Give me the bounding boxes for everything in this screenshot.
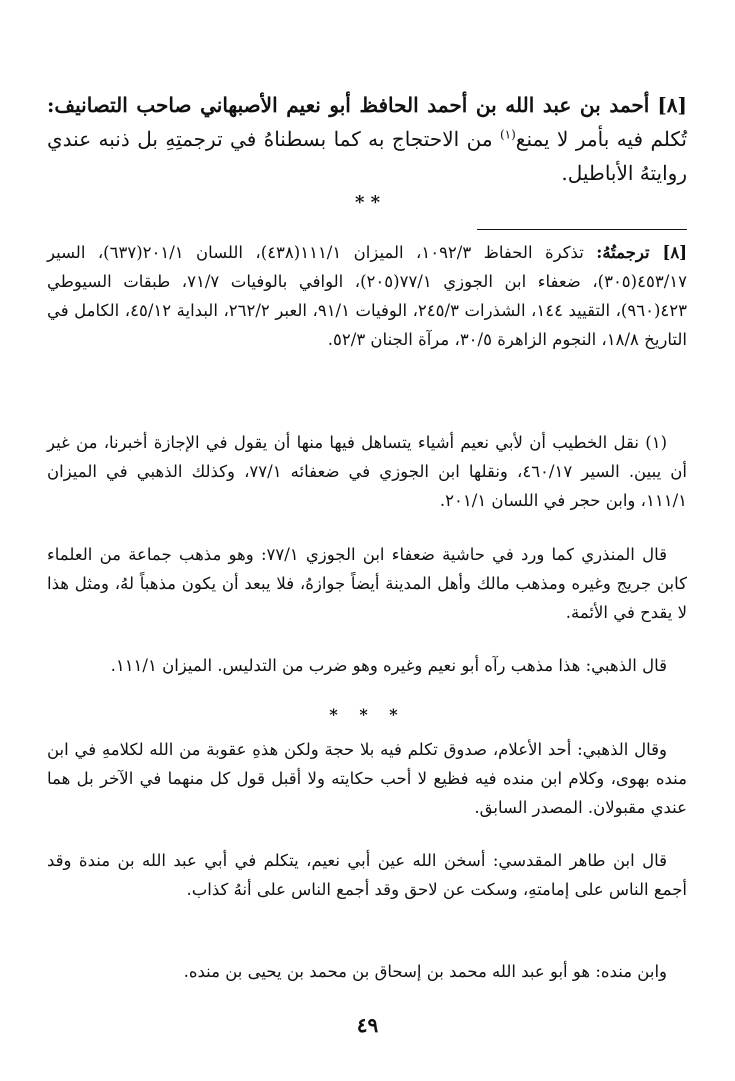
section-separator-stars: * * bbox=[354, 192, 381, 213]
footnote-dhahabi-paragraph-2 bbox=[47, 735, 687, 822]
entry-text-part1: تُكلم فيه بأمر لا يمنع bbox=[515, 127, 687, 151]
dhahabi-text-1: قال الذهبي: هذا مذهب رآه أبو نعيم وغيره وهو ضرب من التدليس. الميزان ١١١/١. bbox=[110, 656, 667, 675]
footnote-marker[interactable]: (١) bbox=[499, 127, 516, 142]
footnote-mundhiri-paragraph bbox=[47, 540, 687, 627]
entry-name-heading: أحمد بن عبد الله بن أحمد الحافظ أبو نعيم الأصبهاني صاحب التصانيف: bbox=[47, 93, 650, 117]
entry-text-part2: من الاحتجاج به كما بسطناهُ في ترجمتِهِ بل ذنبه عندي روايتهُ الأباطيل. bbox=[47, 127, 687, 185]
footnote-1-text: (١) نقل الخطيب أن لأبي نعيم أشياء يتساهل فيها منها أن يقول في الإجازة أخبرنا، من غير أن يبين. السير ٤٦٠/١٧، ونقلها ابن الجوزي في ضعفائه ٧٧/١، وكذلك الذهبي في الميزان ١١١/١، وابن حجر في اللسان ٢٠١/١. bbox=[47, 433, 687, 510]
ibn-mandah-text: وابن منده: هو أبو عبد الله محمد بن إسحاق بن محمد بن يحيى بن منده. bbox=[183, 962, 667, 981]
biography-entry bbox=[47, 88, 687, 190]
dhahabi-text-2: وقال الذهبي: أحد الأعلام، صدوق تكلم فيه بلا حجة ولكن هذهِ عقوبة من الله لكلامهِ في ابن منده بهوى، وكلام ابن منده فيه فظيع لا أحب حكايته ولا أقبل قول كل منهما في الآخر بل هما عندي مقبولان. المصدر السابق. bbox=[47, 740, 687, 817]
footnote-ibn-mandah-paragraph bbox=[47, 957, 687, 986]
ibn-tahir-text: قال ابن طاهر المقدسي: أسخن الله عين أبي نعيم، يتكلم في أبي عبد الله بن مندة وقد أجمع الناس على إمامتهِ، وسكت عن لاحق وقد أجمع الناس على أنهُ كذاب. bbox=[47, 851, 687, 899]
footnote-sources-label: [٨] ترجمتُهُ: bbox=[596, 243, 687, 262]
footnote-sources-text: تذكرة الحفاظ ١٠٩٢/٣، الميزان ١١١/١(٤٣٨)، اللسان ٢٠١/١(٦٣٧)، السير ٤٥٣/١٧(٣٠٥)، ضعفاء ابن الجوزي ٧٧/١(٢٠٥)، الوافي بالوفيات ٧١/٧، طبقات السيوطي ٤٢٣(٩٦٠)، التقييد ١٤٤، الشذرات ٢٤٥/٣، الوفيات ٩١/١، العبر ٢٦٢/٢، البداية ٤٥/١٢، الكامل في التاريخ ١٨/٨، النجوم الزاهرة ٣٠/٥، مرآة الجنان ٥٢/٣. bbox=[47, 243, 687, 349]
footnote-divider bbox=[477, 229, 687, 230]
entry-number: [٨] bbox=[657, 93, 688, 117]
page-number: ٤٩ bbox=[356, 1013, 379, 1037]
footnote-biography-sources bbox=[47, 238, 687, 354]
mundhiri-text: قال المنذري كما ورد في حاشية ضعفاء ابن الجوزي ٧٧/١: وهو مذهب جماعة من العلماء كابن جريج وغيره ومذهب مالك وأهل المدينة أيضاً جوازهُ، فلا يبعد أن يكون مذهباً لهُ، ومثل هذا لا يقدح في الأئمة. bbox=[47, 545, 687, 622]
footnote-separator-stars: * * * bbox=[329, 705, 406, 724]
footnote-1 bbox=[47, 428, 687, 515]
footnote-ibn-tahir-paragraph bbox=[47, 846, 687, 904]
footnote-dhahabi-paragraph-1 bbox=[47, 651, 687, 680]
